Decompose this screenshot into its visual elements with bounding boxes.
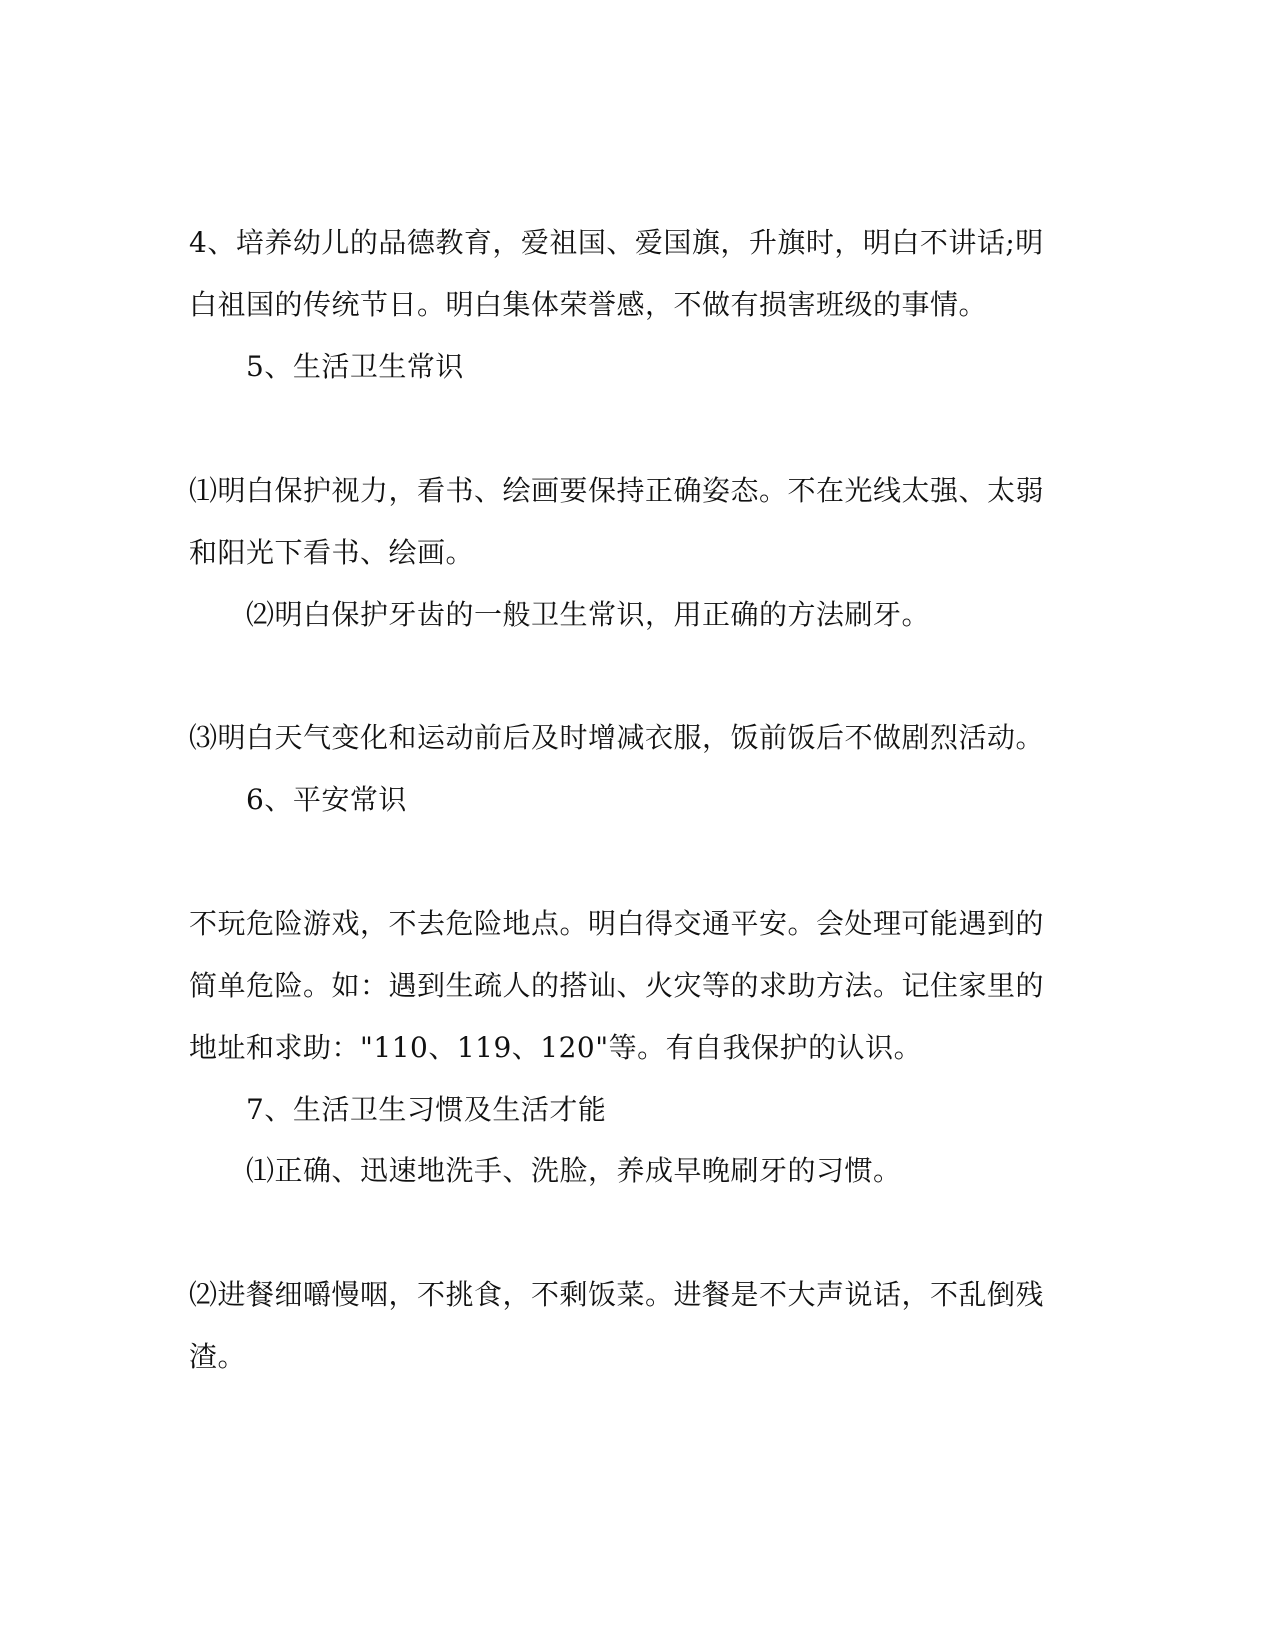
paragraph-4-line-1: 4、培养幼儿的品德教育，爱祖国、爱国旗，升旗时，明白不讲话;明 [189, 226, 1044, 259]
item-7-2-line-1: ⑵进餐细嚼慢咽，不挑食，不剩饭菜。进餐是不大声说话，不乱倒残 [189, 1278, 1045, 1311]
item-7-2-line-2: 渣。 [189, 1340, 247, 1373]
paragraph-4-line-2: 白祖国的传统节日。明白集体荣誉感，不做有损害班级的事情。 [189, 288, 988, 321]
item-7-1: ⑴正确、迅速地洗手、洗脸，养成早晚刷牙的习惯。 [246, 1154, 902, 1187]
item-5-1-line-2: 和阳光下看书、绘画。 [189, 536, 475, 569]
section-6-line-2: 简单危险。如：遇到生疏人的搭讪、火灾等的求助方法。记住家里的 [189, 969, 1045, 1002]
section-5-heading: 5、生活卫生常识 [246, 350, 464, 383]
section-6-line-1: 不玩危险游戏，不去危险地点。明白得交通平安。会处理可能遇到的 [189, 907, 1045, 940]
section-6-line-3: 地址和求助："110、119、120"等。有自我保护的认识。 [189, 1031, 923, 1064]
item-5-1-line-1: ⑴明白保护视力，看书、绘画要保持正确姿态。不在光线太强、太弱 [189, 474, 1045, 507]
item-5-2: ⑵明白保护牙齿的一般卫生常识，用正确的方法刷牙。 [246, 598, 931, 631]
section-6-heading: 6、平安常识 [246, 783, 407, 816]
section-7-heading: 7、生活卫生习惯及生活才能 [246, 1093, 607, 1126]
item-5-3: ⑶明白天气变化和运动前后及时增减衣服，饭前饭后不做剧烈活动。 [189, 721, 1045, 754]
